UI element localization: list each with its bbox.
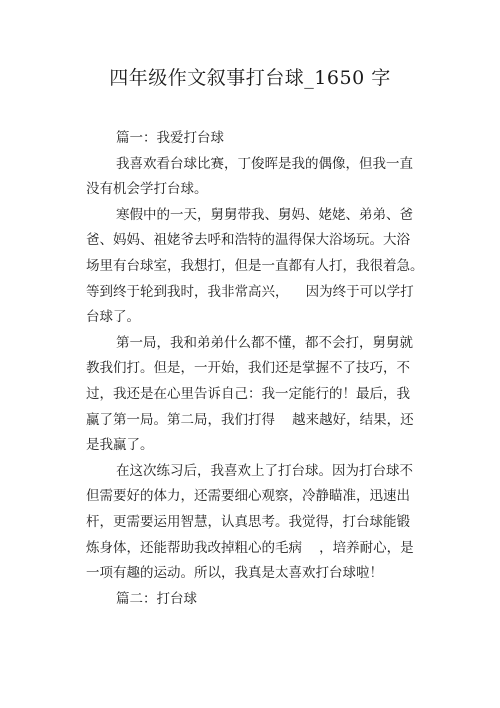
paragraph-line: 赢了第一局。第二局，我们打得 越来越好，结果，还	[86, 411, 414, 428]
paragraph-first-line: 在这次练习后，我喜欢上了打台球。因为打台球不	[116, 462, 413, 479]
paragraph-first-line: 我喜欢看台球比赛，丁俊晖是我的偶像，但我一直	[116, 155, 413, 172]
paragraph-first-line: 寒假中的一天，舅舅带我、舅妈、姥姥、弟弟、爸	[116, 206, 413, 223]
paragraph-line: 一项有趣的运动。所以，我真是太喜欢打台球啦！	[86, 565, 383, 582]
paragraph-line: 等到终于轮到我时，我非常高兴， 因为终于可以学打	[86, 283, 414, 300]
paragraph-first-line: 篇二：打台球	[116, 590, 197, 607]
paragraph-line: 爸、妈妈、祖姥爷去呼和浩特的温得保大浴场玩。大浴	[86, 232, 410, 249]
paragraph-line: 但需要好的体力，还需要细心观察，冷静瞄准，迅速出	[86, 488, 410, 505]
document-title: 四年级作文叙事打台球_1650 字	[109, 67, 391, 89]
document-body	[86, 126, 422, 612]
paragraph-line: 教我们打。但是，一开始，我们还是掌握不了技巧，不	[86, 360, 410, 377]
paragraph-line: 是我赢了。	[86, 437, 154, 454]
paragraph-line: 杆，更需要运用智慧，认真思考。我觉得，打台球能锻	[86, 513, 410, 530]
paragraph-line: 场里有台球室，我想打，但是一直都有人打，我很着急。	[86, 257, 424, 274]
paragraph-first-line: 第一局，我和弟弟什么都不懂，都不会打，舅舅就	[116, 334, 413, 351]
paragraph-line: 没有机会学打台球。	[86, 181, 208, 198]
paragraph-first-line: 篇一：我爱打台球	[116, 130, 224, 146]
paragraph-line: 炼身体，还能帮助我改掉粗心的毛病 ，培养耐心，是	[86, 539, 414, 556]
paragraph-line: 台球了。	[86, 309, 140, 326]
paragraph-line: 过，我还是在心里告诉自己：我一定能行的！最后，我	[86, 385, 410, 402]
